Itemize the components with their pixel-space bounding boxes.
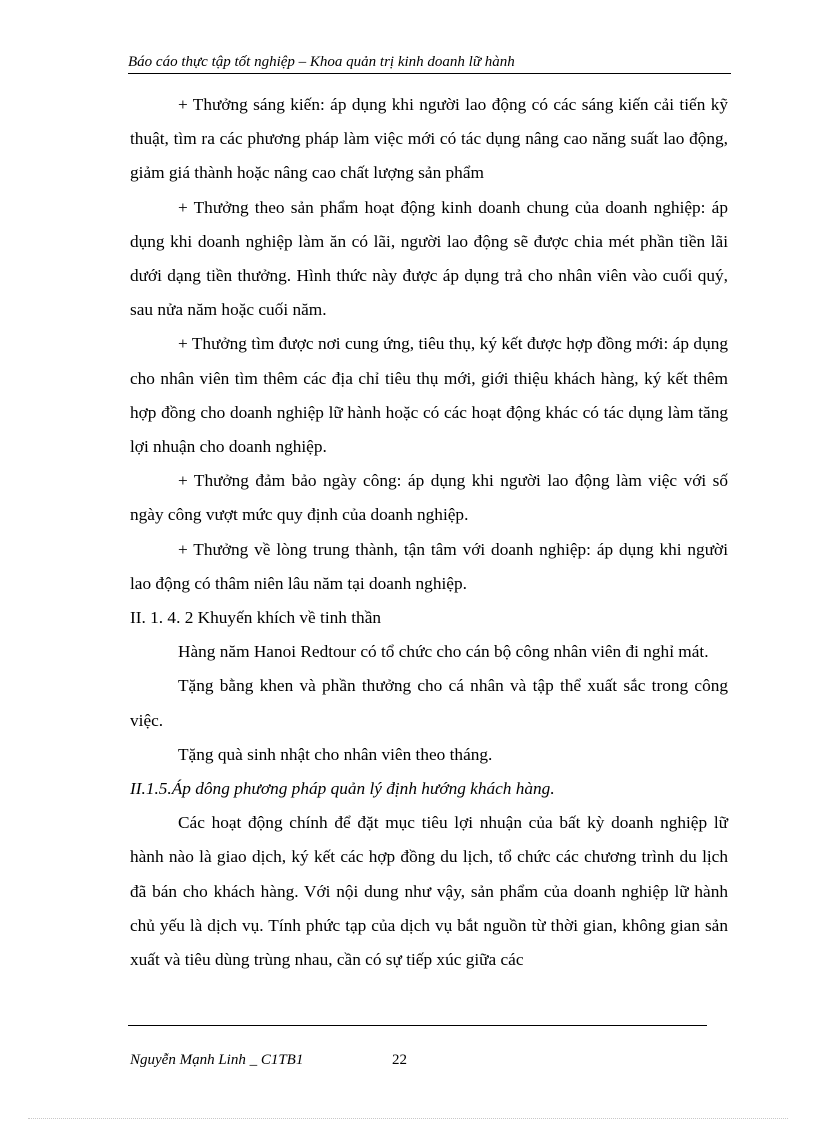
page-number: 22 <box>392 1052 407 1068</box>
paragraph-bonus-initiative: + Thưởng sáng kiến: áp dụng khi người lao động có các sáng kiến cải tiến kỹ thuật, tìm ra các phương pháp làm việc mới có tác dụng nâng cao năng suất lao động, giảm giá thành hoặc nâng cao chất lượng sản phẩm <box>130 95 728 183</box>
footer-divider <box>128 1025 707 1026</box>
paragraph-birthday-gifts: Tặng quà sinh nhật cho nhân viên theo tháng. <box>178 744 493 764</box>
paragraph-customer-orientation: Các hoạt động chính để đặt mục tiêu lợi nhuận của bất kỳ doanh nghiệp lữ hành nào là giao dịch, ký kết các hợp đồng du lịch, tổ chức các chương trình du lịch đã bán cho khách hàng. Với nội dung như vậy, sản phẩm của doanh nghiệp lữ hành chủ yếu là dịch vụ. Tính phức tạp của dịch vụ bắt nguồn từ thời gian, không gian sản xuất và tiêu dùng trùng nhau, cần có sự tiếp xúc giữa các <box>130 813 728 970</box>
footer-author: Nguyễn Mạnh Linh _ C1TB1 <box>130 1052 304 1068</box>
page-edge-divider <box>28 1118 788 1119</box>
paragraph-vacation: Hàng năm Hanoi Redtour có tổ chức cho cán bộ công nhân viên đi nghỉ mát. <box>178 642 709 662</box>
paragraph-bonus-business-results: + Thưởng theo sản phẩm hoạt động kinh doanh chung của doanh nghiệp: áp dụng khi doanh nghiệp làm ăn có lãi, người lao động sẽ được chia mét phần tiền lãi dưới dạng tiền thưởng. Hình thức này được áp dụng trả cho nhân viên vào cuối quý, sau nửa năm hoặc cuối năm. <box>130 197 728 320</box>
paragraph-bonus-new-contracts: + Thưởng tìm được nơi cung ứng, tiêu thụ, ký kết được hợp đồng mới: áp dụng cho nhân viên tìm thêm các địa chỉ tiêu thụ mới, giới thiệu khách hàng, ký kết thêm hợp đồng cho doanh nghiệp lữ hành hoặc có các hoạt động khác có tác dụng làm tăng lợi nhuận cho doanh nghiệp. <box>130 334 728 457</box>
page-header: Báo cáo thực tập tốt nghiệp – Khoa quản trị kinh doanh lữ hành <box>128 51 731 74</box>
paragraph-awards: Tặng bằng khen và phần thưởng cho cá nhân và tập thể xuất sắc trong công việc. <box>130 676 728 730</box>
subsection-heading: II.1.5.Áp dông phương pháp quản lý định hướng khách hàng. <box>130 779 555 799</box>
paragraph-bonus-loyalty: + Thưởng về lòng trung thành, tận tâm với doanh nghiệp: áp dụng khi người lao động có thâm niên lâu năm tại doanh nghiệp. <box>130 539 728 593</box>
document-body <box>130 88 728 977</box>
paragraph-bonus-attendance: + Thưởng đảm bảo ngày công: áp dụng khi người lao động làm việc với số ngày công vượt mức quy định của doanh nghiệp. <box>130 471 728 525</box>
section-heading: II. 1. 4. 2 Khuyến khích về tinh thần <box>130 608 382 628</box>
